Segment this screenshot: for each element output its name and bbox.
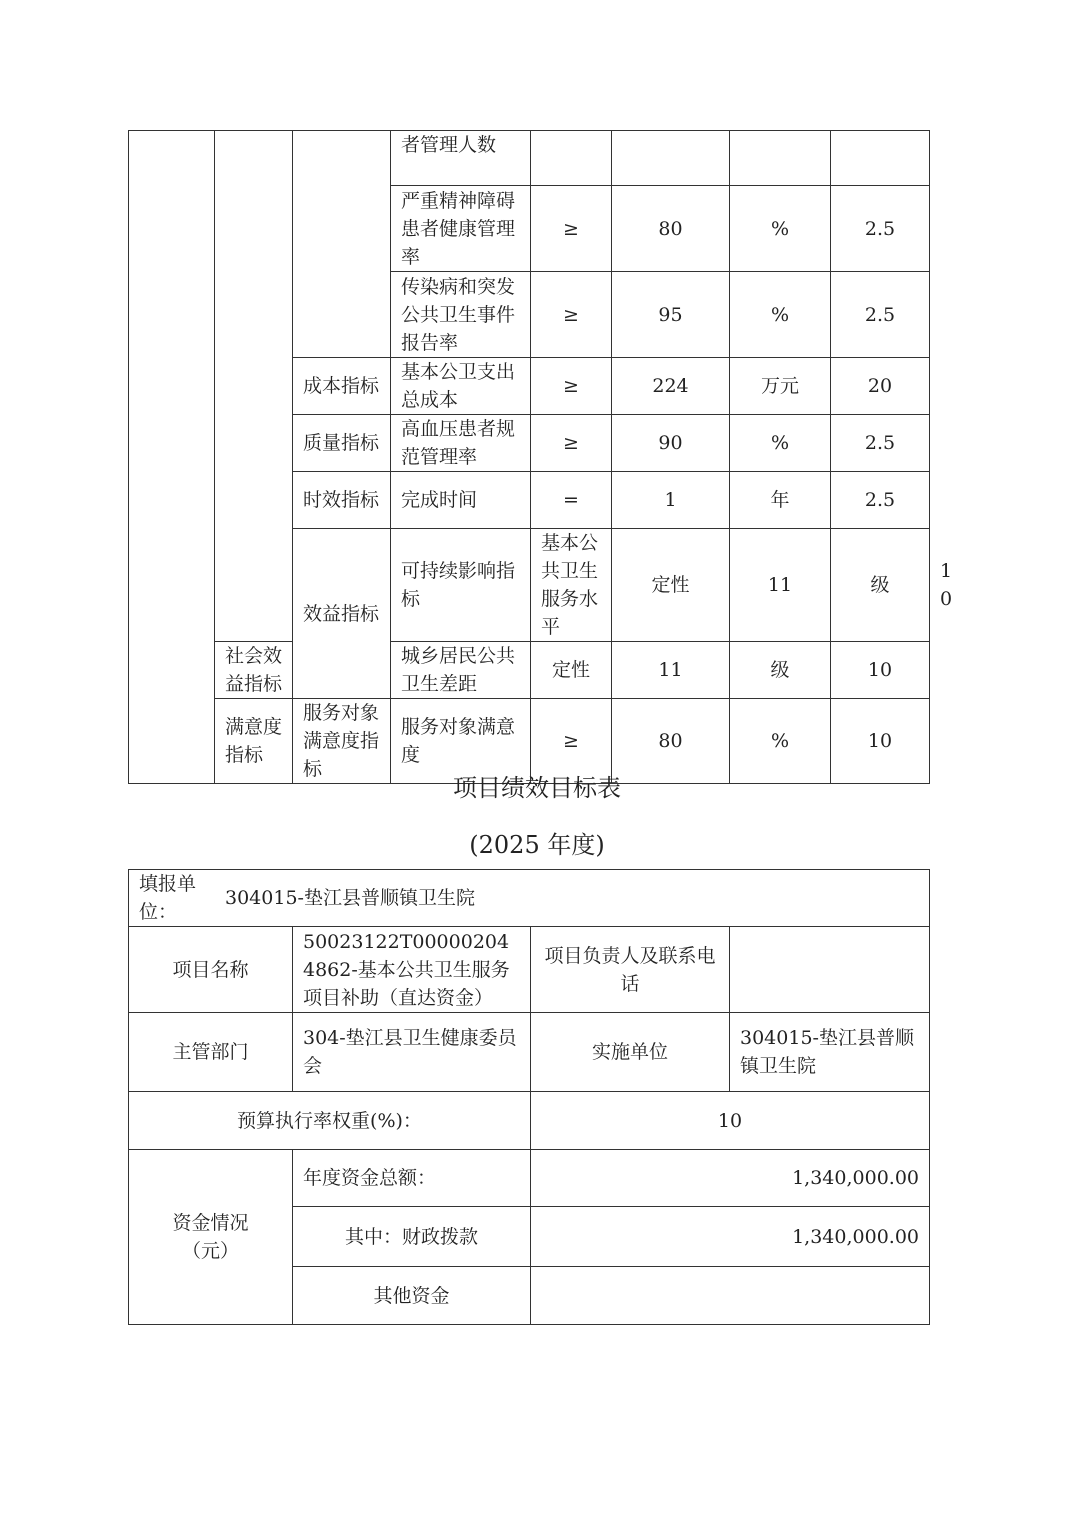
table-row [129, 1150, 930, 1207]
level3-cell: 服务对象满意度指标 [293, 699, 391, 784]
project-name-label: 项目名称 [129, 927, 293, 1013]
budget-rate-value: 10 [531, 1092, 930, 1150]
table-row [129, 1013, 930, 1092]
indicator-weight: 20 [831, 358, 930, 415]
level3-cell: 时效指标 [293, 472, 391, 529]
reporting-unit-cell [129, 870, 930, 927]
reporting-unit-value: 304015-垫江县普顺镇卫生院 [225, 887, 475, 909]
indicator-unit: % [730, 415, 831, 472]
level3-cell: 质量指标 [293, 415, 391, 472]
indicator-weight: 2.5 [831, 272, 930, 358]
indicator-unit: 万元 [730, 358, 831, 415]
level3-cell [293, 131, 391, 358]
indicator-name: 服务对象满意度 [391, 699, 531, 784]
funds-label: 资金情况（元） [129, 1150, 293, 1325]
indicator-operator: 定性 [612, 529, 730, 642]
indicator-unit: % [730, 272, 831, 358]
other-funds-label: 其他资金 [293, 1267, 531, 1325]
indicator-unit: 级 [831, 529, 930, 642]
indicator-unit: 级 [730, 642, 831, 699]
table-row: 效益指标 可持续影响指标 基本公共卫生服务水平 定性 11 级 10 [129, 529, 930, 642]
indicator-name: 者管理人数 [391, 131, 531, 186]
table-row [129, 870, 930, 927]
level1-cell [129, 131, 215, 784]
indicator-operator: 定性 [531, 642, 612, 699]
indicator-unit: % [730, 699, 831, 784]
indicator-operator: ≥ [531, 272, 612, 358]
indicator-unit: 年 [730, 472, 831, 529]
indicator-unit: % [730, 186, 831, 272]
indicator-weight [831, 131, 930, 186]
indicator-operator: ≥ [531, 358, 612, 415]
indicator-weight: 10 [831, 699, 930, 784]
indicator-weight: 2.5 [831, 415, 930, 472]
indicator-value: 224 [612, 358, 730, 415]
year-subtitle: (2025 年度) [469, 831, 605, 859]
indicator-value: 90 [612, 415, 730, 472]
implementing-unit-value: 304015-垫江县普顺镇卫生院 [730, 1013, 930, 1092]
indicator-weight: 2.5 [831, 186, 930, 272]
level3-cell: 成本指标 [293, 358, 391, 415]
indicator-name: 城乡居民公共卫生差距 [391, 642, 531, 699]
indicator-value: 11 [612, 642, 730, 699]
page-title: 项目绩效目标表 [453, 774, 621, 802]
indicator-name: 基本公共卫生服务水平 [531, 529, 612, 642]
indicator-name: 高血压患者规范管理率 [391, 415, 531, 472]
project-leader-value [730, 927, 930, 1013]
indicator-weight: 2.5 [831, 472, 930, 529]
level2-cell: 效益指标 [293, 529, 391, 699]
department-value: 304-垫江县卫生健康委员会 [293, 1013, 531, 1092]
level2-cell [215, 131, 293, 642]
level3-cell: 社会效益指标 [215, 642, 293, 699]
level2-cell: 满意度指标 [215, 699, 293, 784]
level3-cell: 可持续影响指标 [391, 529, 531, 642]
indicator-operator: = [531, 472, 612, 529]
budget-rate-label: 预算执行率权重(%)： [129, 1092, 531, 1150]
indicator-unit [730, 131, 831, 186]
indicator-value: 11 [730, 529, 831, 642]
department-label: 主管部门 [129, 1013, 293, 1092]
indicator-name: 传染病和突发公共卫生事件报告率 [391, 272, 531, 358]
indicator-name: 严重精神障碍患者健康管理率 [391, 186, 531, 272]
fiscal-allocation-value: 1,340,000.00 [531, 1207, 930, 1267]
other-funds-value [531, 1267, 930, 1325]
indicator-operator [531, 131, 612, 186]
indicator-name: 完成时间 [391, 472, 531, 529]
project-info-table [128, 869, 930, 1325]
project-leader-label: 项目负责人及联系电话 [531, 927, 730, 1013]
annual-total-value: 1,340,000.00 [531, 1150, 930, 1207]
indicator-value: 80 [612, 186, 730, 272]
table-row [129, 1092, 930, 1150]
indicator-operator: ≥ [531, 699, 612, 784]
table-row [129, 131, 930, 186]
annual-total-label: 年度资金总额： [293, 1150, 531, 1207]
table-row [129, 927, 930, 1013]
reporting-unit-label: 填报单位： [139, 873, 197, 923]
indicator-value: 95 [612, 272, 730, 358]
table-row [129, 642, 930, 699]
project-name-value: 50023122T000002044862-基本公共卫生服务项目补助（直达资金） [293, 927, 531, 1013]
indicator-value: 80 [612, 699, 730, 784]
fiscal-allocation-label: 其中：财政拨款 [293, 1207, 531, 1267]
indicator-value [612, 131, 730, 186]
indicator-operator: ≥ [531, 186, 612, 272]
indicator-weight: 10 [831, 642, 930, 699]
indicator-name: 基本公卫支出总成本 [391, 358, 531, 415]
indicator-operator: ≥ [531, 415, 612, 472]
indicator-value: 1 [612, 472, 730, 529]
indicator-table [128, 130, 953, 784]
implementing-unit-label: 实施单位 [531, 1013, 730, 1092]
